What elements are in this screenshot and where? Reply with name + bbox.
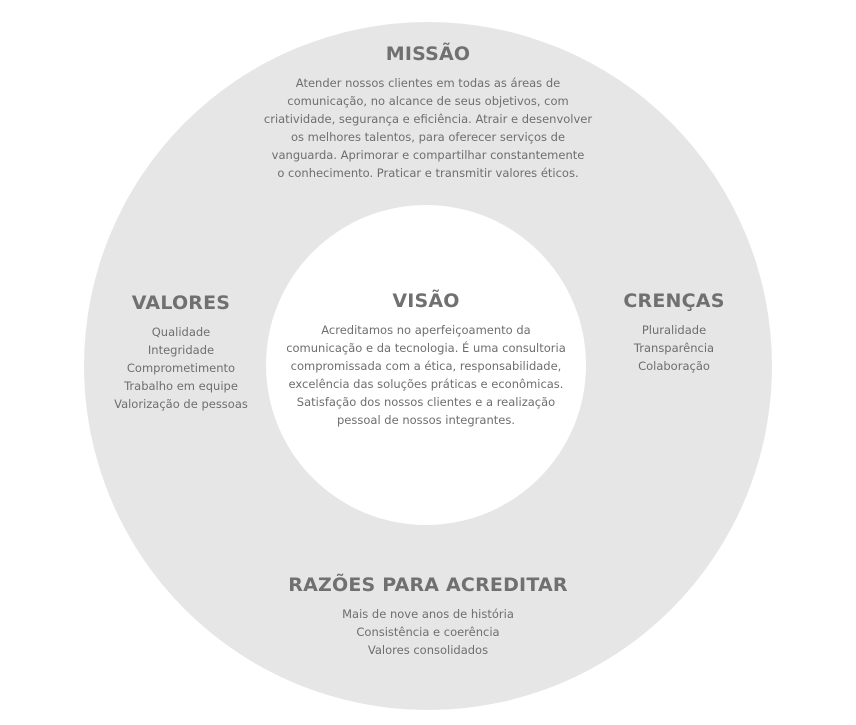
razoes-item: Mais de nove anos de história <box>342 607 514 621</box>
crencas-title: CRENÇAS <box>623 290 725 312</box>
missao-line: Atender nossos clientes em todas as áreas de <box>295 76 561 90</box>
missao-line: o conhecimento. Praticar e transmitir valores éticos. <box>277 166 579 180</box>
visao-title: VISÃO <box>392 290 460 312</box>
crencas-item: Pluralidade <box>641 323 707 337</box>
crencas-item: Transparência <box>633 341 715 355</box>
razoes-item: Valores consolidados <box>367 643 489 657</box>
valores-item: Integridade <box>147 343 215 357</box>
visao-text <box>286 321 566 429</box>
valores-title: VALORES <box>131 292 231 314</box>
valores-item: Comprometimento <box>126 361 236 375</box>
visao-line: excelência das soluções práticas e econômicas. <box>288 377 564 391</box>
crencas-section <box>604 289 744 375</box>
valores-item: Valorização de pessoas <box>114 397 248 411</box>
visao-section <box>286 289 566 429</box>
missao-line: vanguarda. Aprimorar e compartilhar constantemente <box>271 148 585 162</box>
razoes-title: RAZÕES PARA ACREDITAR <box>288 574 568 596</box>
valores-item: Trabalho em equipe <box>124 379 238 393</box>
razoes-item: Consistência e coerência <box>356 625 500 639</box>
razoes-section <box>260 573 596 659</box>
missao-text <box>260 74 596 182</box>
visao-line: Satisfação dos nossos clientes e a realização <box>296 395 556 409</box>
visao-line: Acreditamos no aperfeiçoamento da <box>321 323 531 337</box>
missao-title: MISSÃO <box>385 43 471 65</box>
missao-line: os melhores talentos, para oferecer serviços de <box>290 130 566 144</box>
valores-list <box>100 323 262 413</box>
valores-item: Qualidade <box>151 325 211 339</box>
missao-section <box>260 42 596 182</box>
visao-line: comunicação e da tecnologia. É uma consultoria <box>286 341 566 355</box>
crencas-list <box>604 321 744 375</box>
razoes-list <box>260 605 596 659</box>
visao-line: compromissada com a ética, responsabilidade, <box>290 359 562 373</box>
missao-line: criatividade, segurança e eficiência. Atrair e desenvolver <box>263 112 593 126</box>
crencas-item: Colaboração <box>638 359 710 373</box>
valores-section <box>100 291 262 413</box>
visao-line: pessoal de nossos integrantes. <box>337 413 515 427</box>
missao-line: comunicação, no alcance de seus objetivos, com <box>287 94 569 108</box>
